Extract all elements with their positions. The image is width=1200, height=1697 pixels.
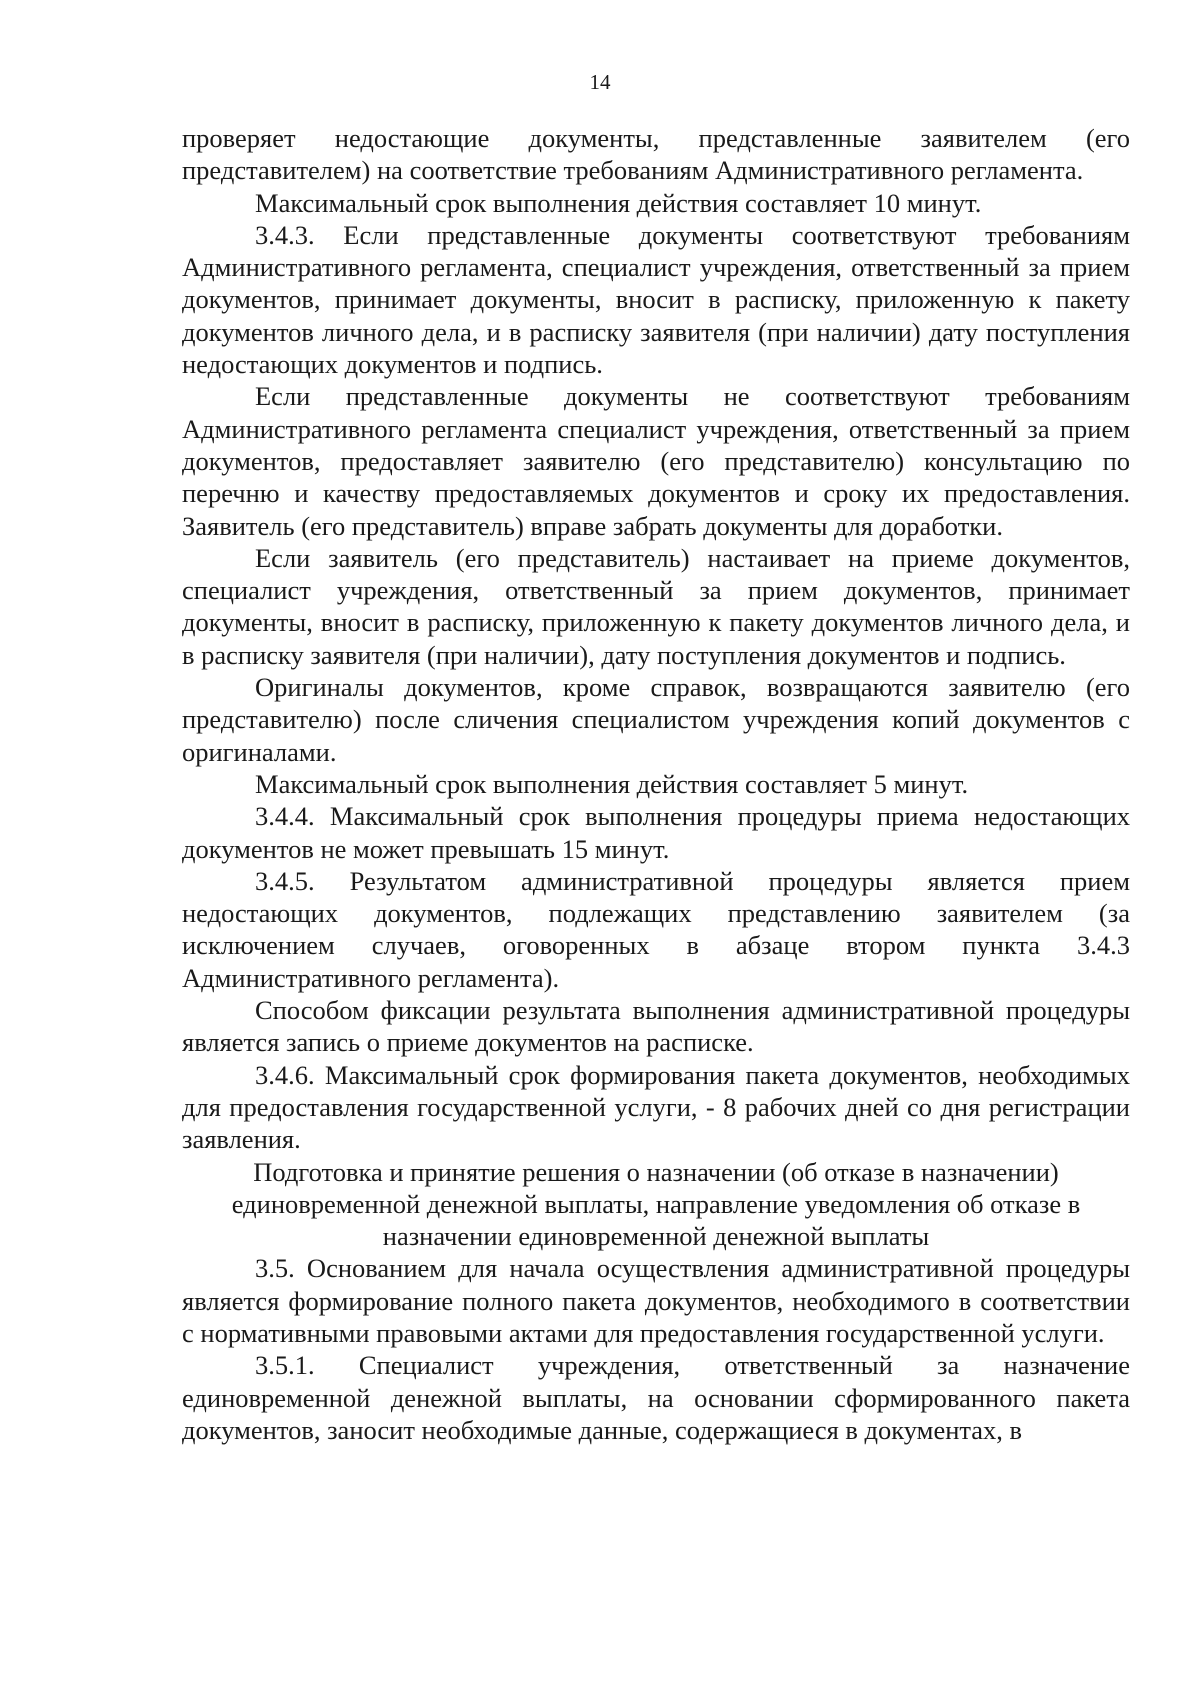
paragraph: проверяет недостающие документы, представленные заявителем (его представителем) на соответствие требованиям Административного регламента.	[182, 123, 1130, 186]
paragraph: 3.4.3. Если представленные документы соответствуют требованиям Административного регламента, специалист учреждения, ответственный за прием документов, принимает документы, вносит в расписку, приложенную к пакету документов личного дела, и в расписку заявителя (при наличии) дату поступления недостающих документов и подпись.	[182, 219, 1130, 380]
page-number: 14	[589, 70, 611, 94]
paragraph: Если представленные документы не соответствуют требованиям Административного регламента специалист учреждения, ответственный за прием документов, предоставляет заявителю (его представителю) консультацию по перечню и качеству предоставляемых документов и сроку их предоставления. Заявитель (его представитель) вправе забрать документы для доработки.	[182, 381, 1130, 541]
paragraph: 3.4.5. Результатом административной процедуры является прием недостающих документов, подлежащих представлению заявителем (за исключением случаев, оговоренных в абзаце втором пункта 3.4.3 Административного регламента).	[182, 865, 1130, 993]
paragraph: Оригиналы документов, кроме справок, возвращаются заявителю (его представителю) после сличения специалистом учреждения копий документов с оригиналами.	[182, 672, 1130, 767]
paragraph: Максимальный срок выполнения действия составляет 5 минут.	[255, 768, 969, 799]
section-heading: Подготовка и принятие решения о назначении (об отказе в назначении) единовременной денежной выплаты, направление уведомления об отказе в назначении единовременной денежной выплаты	[231, 1156, 1081, 1252]
paragraph: Максимальный срок выполнения действия составляет 10 минут.	[255, 187, 982, 218]
paragraph: 3.5. Основанием для начала осуществления административной процедуры является формирование полного пакета документов, необходимого в соответствии с нормативными правовыми актами для предоставления государственной услуги.	[182, 1253, 1130, 1348]
body-text	[182, 122, 1130, 1446]
paragraph: Если заявитель (его представитель) настаивает на приеме документов, специалист учреждения, ответственный за прием документов, принимает документы, вносит в расписку, приложенную к пакету документов личного дела, и в расписку заявителя (при наличии), дату поступления документов и подпись.	[182, 542, 1130, 670]
paragraph: 3.5.1. Специалист учреждения, ответственный за назначение единовременной денежной выплаты, на основании сформированного пакета документов, заносит необходимые данные, содержащиеся в документах, в	[182, 1350, 1130, 1445]
paragraph: 3.4.4. Максимальный срок выполнения процедуры приема недостающих документов не может превышать 15 минут.	[182, 801, 1130, 864]
paragraph: 3.4.6. Максимальный срок формирования пакета документов, необходимых для предоставления государственной услуги, - 8 рабочих дней со дня регистрации заявления.	[182, 1059, 1130, 1155]
paragraph: Способом фиксации результата выполнения административной процедуры является запись о приеме документов на расписке.	[182, 995, 1130, 1058]
